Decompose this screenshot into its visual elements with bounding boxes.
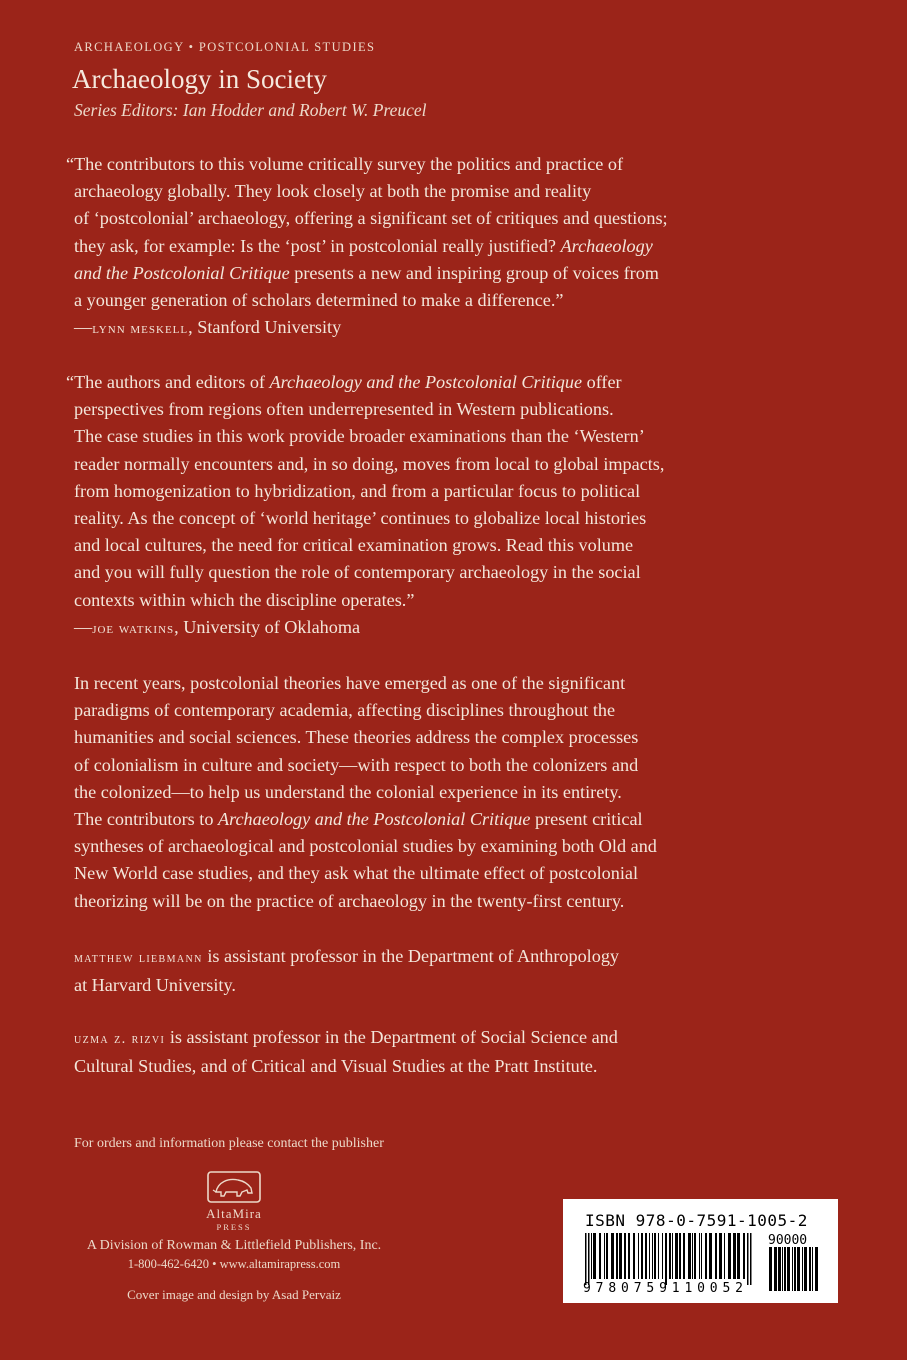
addon-bar [804,1247,807,1291]
addon-bar [797,1247,800,1291]
barcode-bar [715,1233,717,1279]
description-line: The contributors to Archaeology and the Postcolonial Critique present critical [74,809,643,830]
barcode-bar [694,1233,696,1279]
barcode-bar [624,1233,626,1279]
attribution-dash: — [74,317,93,338]
description-line: of colonialism in culture and society—with respect to both the colonizers and [74,754,639,775]
addon-bar [784,1247,786,1291]
barcode-bar [619,1233,622,1279]
attribution-affiliation: , Stanford University [188,317,342,338]
quote-attribution [74,314,674,343]
book-title-italic: Archaeology and the Postcolonial Critique [217,809,531,830]
publisher-press: PRESS [216,1222,252,1232]
quote-line: and the Postcolonial Critique presents a new and inspiring group of voices from [74,262,659,283]
description-line: the colonized—to help us understand the colonial experience in its entirety. [74,781,622,802]
barcode-bar [628,1233,630,1279]
book-description [74,670,694,915]
barcode-bar [588,1233,590,1285]
description-line: humanities and social sciences. These theories address the complex processes [74,727,639,748]
quote-line: of ‘postcolonial’ archaeology, offering a significant set of critiques and questions; [74,208,668,229]
series-editors: Series Editors: Ian Hodder and Robert W. Preucel [74,100,427,120]
barcode-bar [633,1233,635,1279]
barcode-bar [737,1233,740,1279]
barcode-bar [591,1233,592,1279]
quote-attribution [74,614,674,643]
description-line: syntheses of archaeological and postcolonial studies by examining both Old and [74,836,657,857]
description-line: In recent years, postcolonial theories have emerged as one of the significant [74,673,626,693]
description-line: paradigms of contemporary academia, affecting disciplines throughout the [74,700,616,721]
barcode-bar [652,1233,653,1279]
attribution-dash: — [74,616,93,637]
quote-line: they ask, for example: Is the ‘post’ in postcolonial really justified? Archaeology [74,235,653,256]
blurb-quote-watkins [66,369,674,643]
barcode-bar [733,1233,736,1279]
barcode-bar [724,1233,725,1279]
bio-line [74,1024,694,1053]
book-title-italic: Archaeology [560,235,653,256]
addon-bar [778,1247,781,1291]
attribution-name: lynn meskell [92,321,189,338]
author-name: matthew liebmann [74,950,203,966]
barcode-bar [654,1233,656,1279]
addon-bar [809,1247,811,1291]
book-title-italic: Archaeology and the Postcolonial Critique [269,372,583,392]
barcode-bar [599,1233,601,1279]
barcode-bars [575,1233,825,1293]
barcode-bar [641,1233,643,1279]
quote-line: reality. As the concept of ‘world heritage’ continues to globalize local histories [74,508,647,529]
category-label: ARCHAEOLOGY • POSTCOLONIAL STUDIES [74,40,376,54]
barcode-bar [662,1233,663,1279]
publisher-division: A Division of Rowman & Littlefield Publishers, Inc. [86,1238,382,1253]
quote-line: archaeology globally. They look closely at both the promise and reality [74,181,592,202]
barcode-bar [593,1233,596,1279]
barcode-bar [743,1233,745,1279]
barcode-bar [747,1233,749,1285]
barcode-bar [705,1233,707,1279]
quote-line: perspectives from regions often underrepresented in Western publications. [74,399,614,420]
description-line: theorizing will be on the practice of archaeology in the twenty-first century. [74,890,625,911]
publisher-contact: 1-800-462-6420 • www.altamirapress.com [127,1257,341,1271]
attribution-name: joe watkins [92,620,175,637]
isbn-label: ISBN 978-0-7591-1005-2 [585,1211,808,1230]
author-name: uzma z. rizvi [74,1031,166,1047]
publisher-logo [74,1166,394,1232]
addon-bar [794,1247,796,1291]
addon-bar [812,1247,813,1291]
barcode-bar [616,1233,618,1279]
quote-line: and local cultures, the need for critical examination grows. Read this volume [74,535,634,556]
quote-line: from homogenization to hybridization, and from a particular focus to political [74,480,641,501]
barcode-bar [688,1233,691,1279]
barcode-bar [750,1233,752,1285]
quote-line: and you will fully question the role of contemporary archaeology in the social [74,562,641,583]
series-title: Archaeology in Society [72,64,327,94]
bison-logo-icon [204,1166,264,1208]
barcode-bar [606,1233,608,1279]
barcode-bar [604,1233,605,1279]
description-line: New World case studies, and they ask what the ultimate effect of postcolonial [74,863,639,884]
barcode-bar [675,1233,678,1279]
quote-line: a younger generation of scholars determined to make a difference.” [74,290,564,311]
bio-text: is assistant professor in the Department of Social Science and [165,1027,618,1047]
addon-bar [782,1247,783,1291]
quote-line: reader normally encounters and, in so doing, moves from local to global impacts, [74,453,665,474]
addon-bar [815,1247,818,1291]
barcode-bar [658,1233,659,1279]
cover-credit: Cover image and design by Asad Pervaiz [127,1287,341,1302]
barcode-bar [665,1233,667,1285]
barcode-bar [611,1233,614,1279]
barcode-bar [728,1233,731,1279]
addon-bar [774,1247,777,1291]
orders-note: For orders and information please contact the publisher [74,1136,384,1151]
ean-digits: 9780759110052 [583,1281,743,1293]
barcode-bar [701,1233,702,1279]
isbn-barcode [563,1199,838,1303]
barcode-bar [692,1233,693,1279]
addon-bar [792,1247,793,1291]
publisher-name: AltaMira [206,1206,262,1221]
bio-line: at Harvard University. [74,975,236,996]
quote-line: contexts within which the discipline operates.” [74,589,415,610]
quote-line: “The contributors to this volume critically survey the politics and practice of [66,154,624,174]
barcode-bar [709,1233,712,1279]
addon-bar [802,1247,803,1291]
bio-line: Cultural Studies, and of Critical and Visual Studies at the Pratt Institute. [74,1056,598,1077]
bio-line [74,943,694,972]
barcode-bar [683,1233,685,1279]
barcode-bar [679,1233,681,1279]
barcode-bar [669,1233,671,1279]
barcode-bar [649,1233,650,1279]
barcode-bar [585,1233,587,1285]
barcode-bar [638,1233,639,1279]
addon-bar [769,1247,772,1291]
quote-line: The case studies in this work provide broader examinations than the ‘Western’ [74,426,645,447]
barcode-bar [645,1233,647,1279]
barcode-bar [719,1233,722,1279]
author-bio-rizvi [74,1024,694,1080]
book-title-italic: and the Postcolonial Critique [74,262,290,283]
price-code: 90000 [768,1233,808,1248]
addon-bar [787,1247,790,1291]
attribution-affiliation: , University of Oklahoma [174,616,361,637]
barcode-bar [672,1233,673,1279]
barcode-bar [699,1233,700,1279]
author-bio-liebmann [74,943,694,999]
bio-text: is assistant professor in the Department of Anthropology [202,946,620,966]
quote-line: “The authors and editors of Archaeology and the Postcolonial Critique offer [66,372,622,392]
blurb-quote-meskell [66,151,674,343]
